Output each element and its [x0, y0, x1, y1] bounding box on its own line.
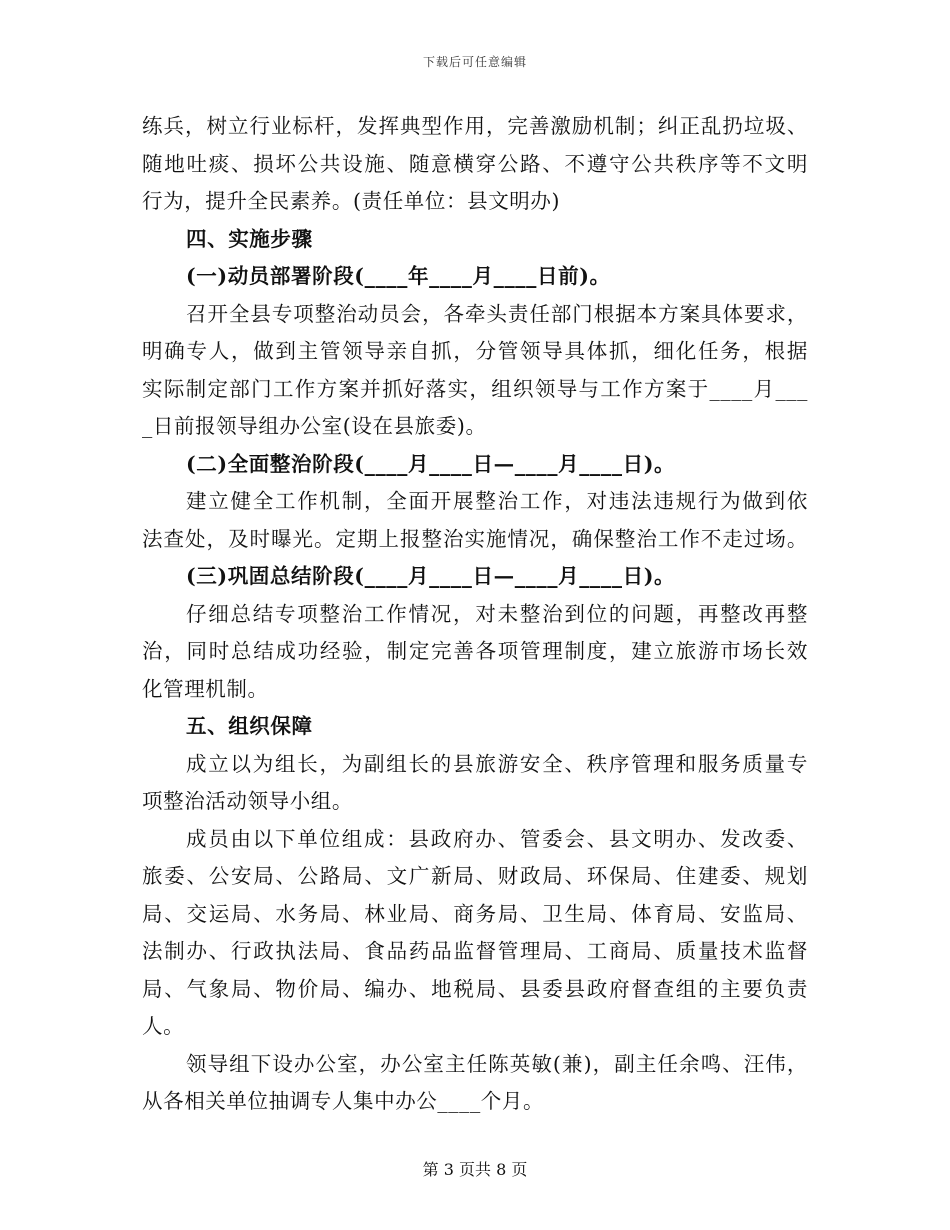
paragraph-line: 召开全县专项整治动员会，各牵头责任部门根据本方案具体要求， — [186, 301, 808, 326]
paragraph-line: 行为，提升全民素养。(责任单位：县文明办) — [142, 189, 561, 213]
paragraph-line: 局、交运局、水务局、林业局、商务局、卫生局、体育局、安监局、 — [142, 901, 808, 926]
paragraph-line: 成员由以下单位组成：县政府办、管委会、县文明办、发改委、 — [186, 826, 808, 851]
paragraph-line: 法查处，及时曝光。定期上报整治实施情况，确保整治工作不走过场。 — [142, 526, 808, 551]
paragraph-line: 练兵，树立行业标杆，发挥典型作用，完善激励机制；纠正乱扔垃圾、 — [142, 114, 808, 138]
paragraph-line: 旅委、公安局、公路局、文广新局、财政局、环保局、住建委、规划 — [142, 864, 808, 888]
document-body — [142, 108, 808, 1121]
page-header: 下载后可任意编辑 — [422, 55, 527, 69]
paragraph-line: 实际制定部门工作方案并抓好落实，组织领导与工作方案于____月___ — [142, 376, 808, 401]
paragraph-line: 成立以为组长，为副组长的县旅游安全、秩序管理和服务质量专 — [186, 751, 808, 776]
paragraph-line: 仔细总结专项整治工作情况，对未整治到位的问题，再整改再整 — [186, 601, 808, 626]
subsection-heading-rectification: (二)全面整治阶段(____月____日—____月____日)。 — [186, 451, 676, 476]
subsection-heading-mobilization: (一)动员部署阶段(____年____月____日前)。 — [186, 264, 611, 288]
paragraph-line: 领导组下设办公室，办公室主任陈英敏(兼)，副主任余鸣、汪伟， — [186, 1051, 808, 1076]
page-number-footer: 第 3 页共 8 页 — [422, 1160, 528, 1179]
paragraph-line: 治，同时总结成功经验，制定完善各项管理制度，建立旅游市场长效 — [142, 639, 808, 663]
section-heading-implementation-steps: 四、实施步骤 — [186, 226, 313, 251]
paragraph-line: 法制办、行政执法局、食品药品监督管理局、工商局、质量技术监督 — [142, 939, 808, 963]
paragraph-line: 人。 — [142, 1014, 185, 1038]
paragraph-line: 明确专人，做到主管领导亲自抓，分管领导具体抓，细化任务，根据 — [142, 339, 808, 363]
paragraph-line: 建立健全工作机制，全面开展整治工作，对违法违规行为做到依 — [186, 489, 808, 513]
paragraph-line: 化管理机制。 — [142, 676, 269, 701]
paragraph-line: 从各相关单位抽调专人集中办公____个月。 — [142, 1089, 545, 1113]
paragraph-line: 局、气象局、物价局、编办、地税局、县委县政府督查组的主要负责 — [142, 976, 808, 1001]
paragraph-line: 随地吐痰、损坏公共设施、随意横穿公路、不遵守公共秩序等不文明 — [142, 151, 808, 176]
section-heading-organization: 五、组织保障 — [186, 714, 313, 738]
paragraph-line: _日前报领导组办公室(设在县旅委)。 — [142, 414, 487, 438]
paragraph-line: 项整治活动领导小组。 — [142, 789, 353, 813]
subsection-heading-consolidation: (三)巩固总结阶段(____月____日—____月____日)。 — [186, 564, 676, 588]
